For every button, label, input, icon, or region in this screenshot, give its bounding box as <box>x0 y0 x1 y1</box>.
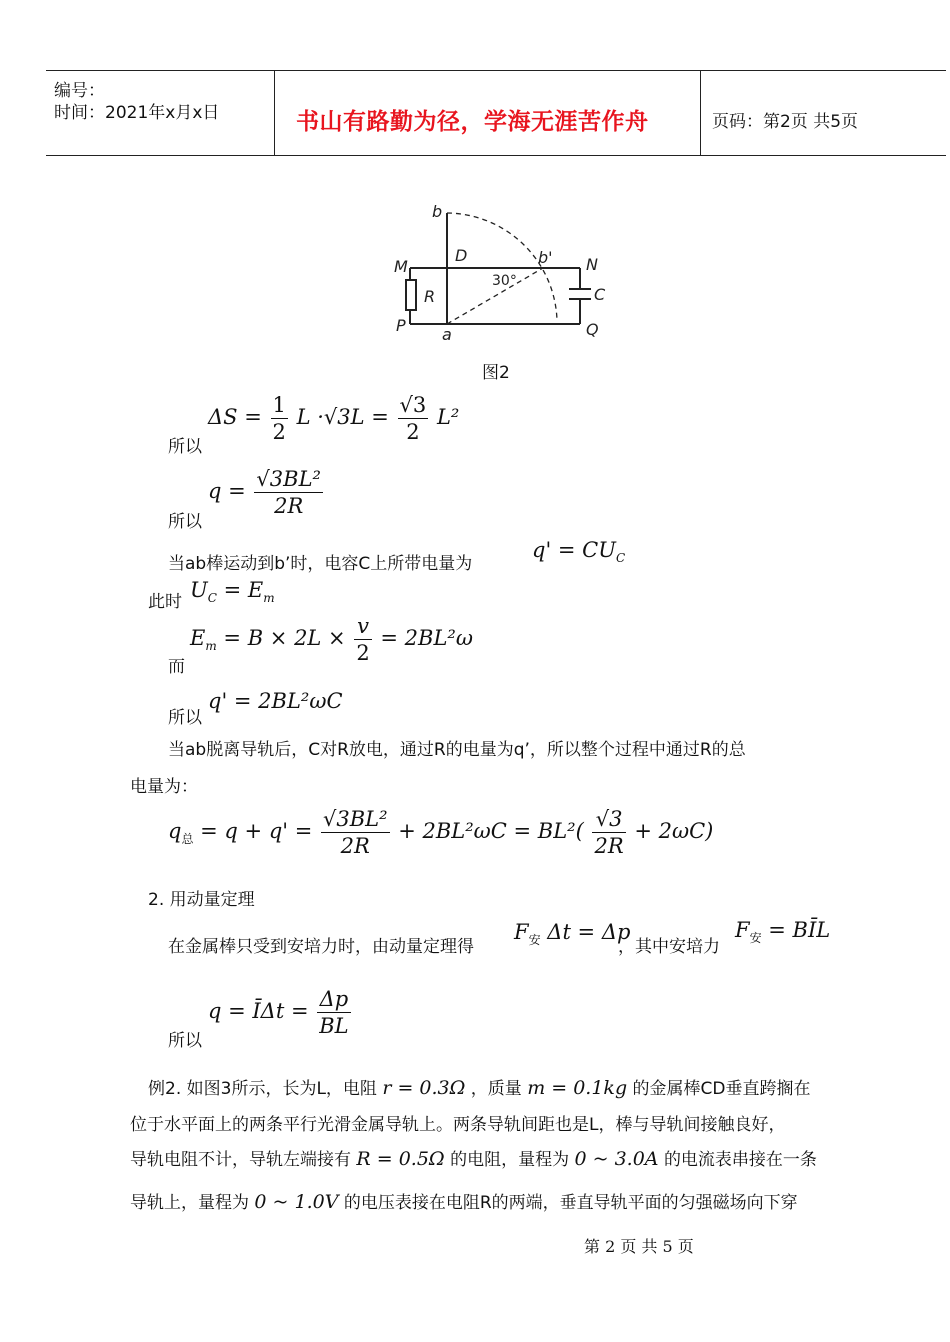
equation-momentum: $F_安$ Δt = Δp <box>514 920 631 947</box>
text-after-2: 电量为： <box>130 777 198 797</box>
circuit-diagram <box>380 195 620 350</box>
label-Q: Q <box>586 320 599 339</box>
footer-page-number: 第 2 页 共 5 页 <box>584 1237 694 1256</box>
label-b: b <box>432 202 443 221</box>
equation-ampere-force: $F_安$ = BĪL <box>735 918 831 945</box>
header-rule-bottom <box>46 155 946 156</box>
example-line-3: 导轨电阻不计，导轨左端接有 R = 0.5Ω 的电阻，量程为 0 ~ 3.0A 的电流表串接在一条 <box>130 1148 817 1170</box>
text-after-1: 当ab脱离导轨后，C对R放电，通过R的电量为q’，所以整个过程中通过R的总 <box>168 740 746 760</box>
equation-q: q = $\frac{\text{√3BL²}}{2R}$ <box>208 467 321 518</box>
so-label-2: 所以 <box>168 512 202 532</box>
motto: 书山有路勤为径，学海无涯苦作舟 <box>296 109 649 135</box>
label-angle: 30° <box>492 273 517 289</box>
label-R: R <box>424 287 436 306</box>
header-divider-left <box>274 70 275 156</box>
equation-q-prime: $q' = CU_C$ <box>532 538 626 565</box>
page-info: 页码：第2页 共5页 <box>712 112 859 132</box>
label-M: M <box>394 257 408 276</box>
label-C: C <box>594 285 606 304</box>
label-a: a <box>442 325 452 344</box>
text-momentum-a: 在金属棒只受到安培力时，由动量定理得 <box>168 937 474 957</box>
text-and: 而 <box>168 657 185 677</box>
so-label-4: 所以 <box>168 1031 202 1051</box>
figure-caption: 图2 <box>482 363 510 383</box>
so-label-3: 所以 <box>168 708 202 728</box>
label-D: D <box>455 246 468 265</box>
text-when-b: 当ab棒运动到b’时，电容C上所带电量为 <box>168 554 473 574</box>
number-label: 编号： <box>54 81 105 101</box>
example-line-4: 导轨上，量程为 0 ~ 1.0V 的电压表接在电阻R的两端，垂直导轨平面的匀强磁场向下穿 <box>130 1191 798 1213</box>
equation-delta-s: ΔS = $\frac{1}{2}$ L ·√3L = $\frac{√3}{2}$ L² <box>208 393 460 444</box>
example-line-2: 位于水平面上的两条平行光滑金属导轨上。两条导轨间距也是L，棒与导轨间接触良好， <box>130 1115 786 1135</box>
equation-q-momentum: q = ĪΔt = $\frac{\Delta p}{BL}$ <box>208 987 349 1038</box>
header-divider-right <box>700 70 701 156</box>
resistor <box>406 280 416 310</box>
label-N: N <box>586 255 598 274</box>
equation-uc: $U_C = E_m$ <box>190 578 275 605</box>
time-label: 时间：2021年x月x日 <box>54 103 220 123</box>
equation-q-total: $q_总 = q + q'$ = $\frac{\text{√3BL²}}{2R}$ + 2BL²ωC = BL²( $\frac{√3}{2R}$ + 2ωC) <box>168 807 714 858</box>
label-P: P <box>396 316 406 335</box>
section-heading-2: 2. 用动量定理 <box>148 890 255 910</box>
text-momentum-b: ，其中安培力 <box>618 937 720 957</box>
so-label-1: 所以 <box>168 437 202 457</box>
equation-em: $E_m = B \times 2L$ × $\frac{v}{2}$ = 2BL²ω <box>190 614 473 665</box>
header-rule-top <box>46 70 946 71</box>
equation-q-prime-2: q' = 2BL²ωC <box>208 689 343 713</box>
example-line-1: 例2. 如图3所示，长为L，电阻 r = 0.3Ω ，质量 m = 0.1kg 的金属棒CD垂直跨搁在 <box>148 1077 811 1099</box>
text-at-this-time: 此时 <box>148 592 182 612</box>
label-b-prime: b' <box>538 248 553 267</box>
